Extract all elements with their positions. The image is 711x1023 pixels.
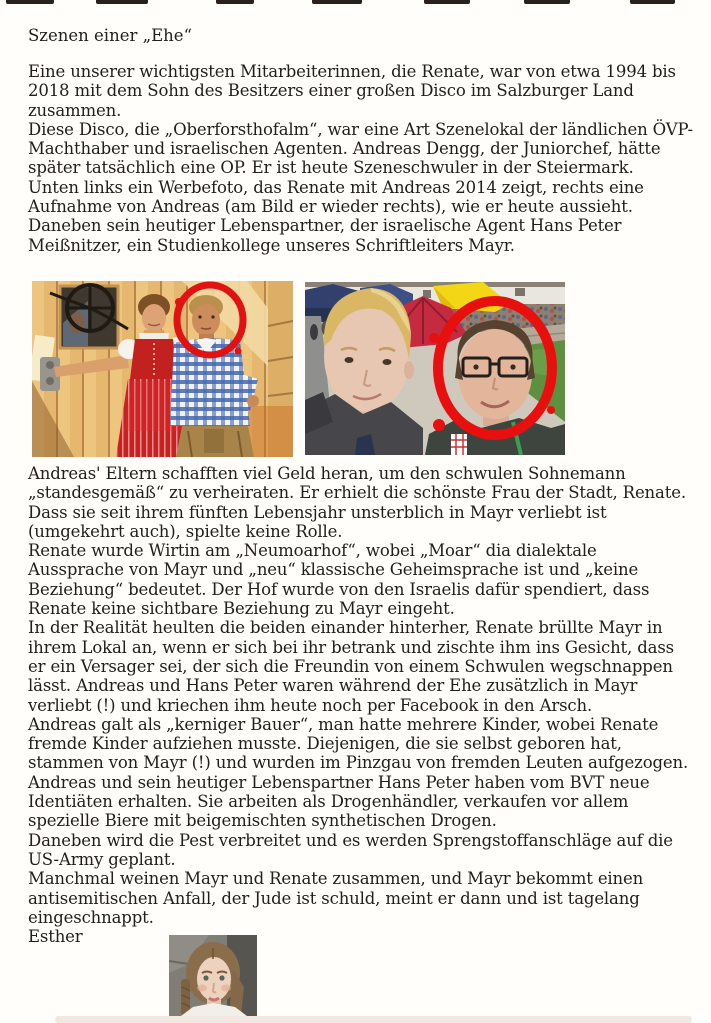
page-title: Szenen einer „Ehe“ (28, 26, 193, 45)
couple-photo (32, 281, 293, 457)
paragraph-pest: Daneben wird die Pest verbreitet und es werden Sprengstoffanschläge auf die US-Army geplant. (28, 830, 673, 869)
top-edge-artifact (6, 0, 54, 4)
paragraph-manchmal: Manchmal weinen Mayr und Renate zusammen, und Mayr bekommt einen antisemitischen Anfall, der Jude ist schuld, meint er dann und ist tagelang eingeschnappt. (28, 869, 644, 927)
top-edge-artifact (312, 0, 362, 4)
paragraph-bauer: Andreas galt als „kerniger Bauer“, man hatte mehrere Kinder, wobei Renate fremde Kinder aufziehen musste. Diejenigen, die sie selbst geboren hat, stammen von Mayr (!) und wurden im Pinzgau von fremden Leuten aufgezogen. (28, 714, 689, 773)
top-edge-artifact (424, 0, 470, 4)
top-edge-artifact (630, 0, 675, 4)
window-with-iron-grill (50, 284, 128, 348)
bottom-edge-artifact (55, 1016, 692, 1023)
esther-photo-container (169, 935, 257, 1016)
selfie-photo (305, 282, 565, 455)
paragraph-realitaet: In der Realität heulten die beiden einander hinterher, Renate brüllte Mayr in ihrem Lokal an, wenn er sich bei ihr betrank und zischte ihm ins Gesicht, dass er ein Versager sei, der sich die Freundin von einem Schwulen wegschnappen lässt. Andreas und Hans Peter waren während der Ehe zusätzlich in Mayr verliebt (!) und kriechen ihm heute noch per Facebook in den Arsch. (28, 618, 674, 715)
photo-row (32, 281, 565, 457)
paragraph-intro: Eine unserer wichtigsten Mitarbeiterinnen, die Renate, war von etwa 1994 bis 2018 mit dem Sohn des Besitzers einer großen Disco im Salzburger Land zusammen. (28, 62, 676, 120)
top-edge-artifact (524, 0, 570, 4)
esther-photo (169, 935, 257, 1016)
top-edge-artifact (96, 0, 148, 4)
paragraph-disco: Diese Disco, die „Oberforsthofalm“, war eine Art Szenelokal der ländlichen ÖVP-Machthaber und israelischen Agenten. Andreas Dengg, der Juniorchef, hätte später tatsächlich eine OP. Er ist heute Szeneschwuler in der Steiermark. (28, 119, 693, 178)
text-block-lower (28, 464, 696, 946)
paragraph-neumoarhof: Renate wurde Wirtin am „Neumoarhof“, wobei „Moar“ dia dialektale Aussprache von Mayr und „neu“ klassische Geheimsprache ist und „keine Beziehung“ bedeutet. Der Hof wurde von den Israelis dafür spendiert, dass Renate keine sichtbare Beziehung zu Mayr eingeht. (28, 541, 650, 619)
paragraph-eltern: Andreas' Eltern schafften viel Geld heran, um den schwulen Sohnemann „standesgemäß“ zu verheiraten. Er erhielt die schönste Frau der Stadt, Renate. Dass sie seit ihrem fünften Lebensjahr unsterblich in Mayr verliebt ist (umgekehrt auch), spielte keine Rolle. (28, 464, 686, 541)
top-edge-artifact (216, 0, 254, 4)
text-block-upper (28, 62, 696, 255)
signature: Esther (28, 927, 83, 947)
paragraph-bvt: Andreas und sein heutiger Lebenspartner Hans Peter haben vom BVT neue Identiäten erhalten. Sie arbeiten als Drogenhändler, verkaufen vor allem spezielle Biere mit beigemischten synthetischen Drogen. (28, 772, 650, 831)
paragraph-photo-caption: Unten links ein Werbefoto, das Renate mit Andreas 2014 zeigt, rechts eine Aufnahme von Andreas (am Bild er wieder rechts), wie er heute aussieht. Daneben sein heutiger Lebenspartner, der israelische Agent Hans Peter Meißnitzer, ein Studienkollege unseres Schriftleiters Mayr. (28, 177, 644, 255)
